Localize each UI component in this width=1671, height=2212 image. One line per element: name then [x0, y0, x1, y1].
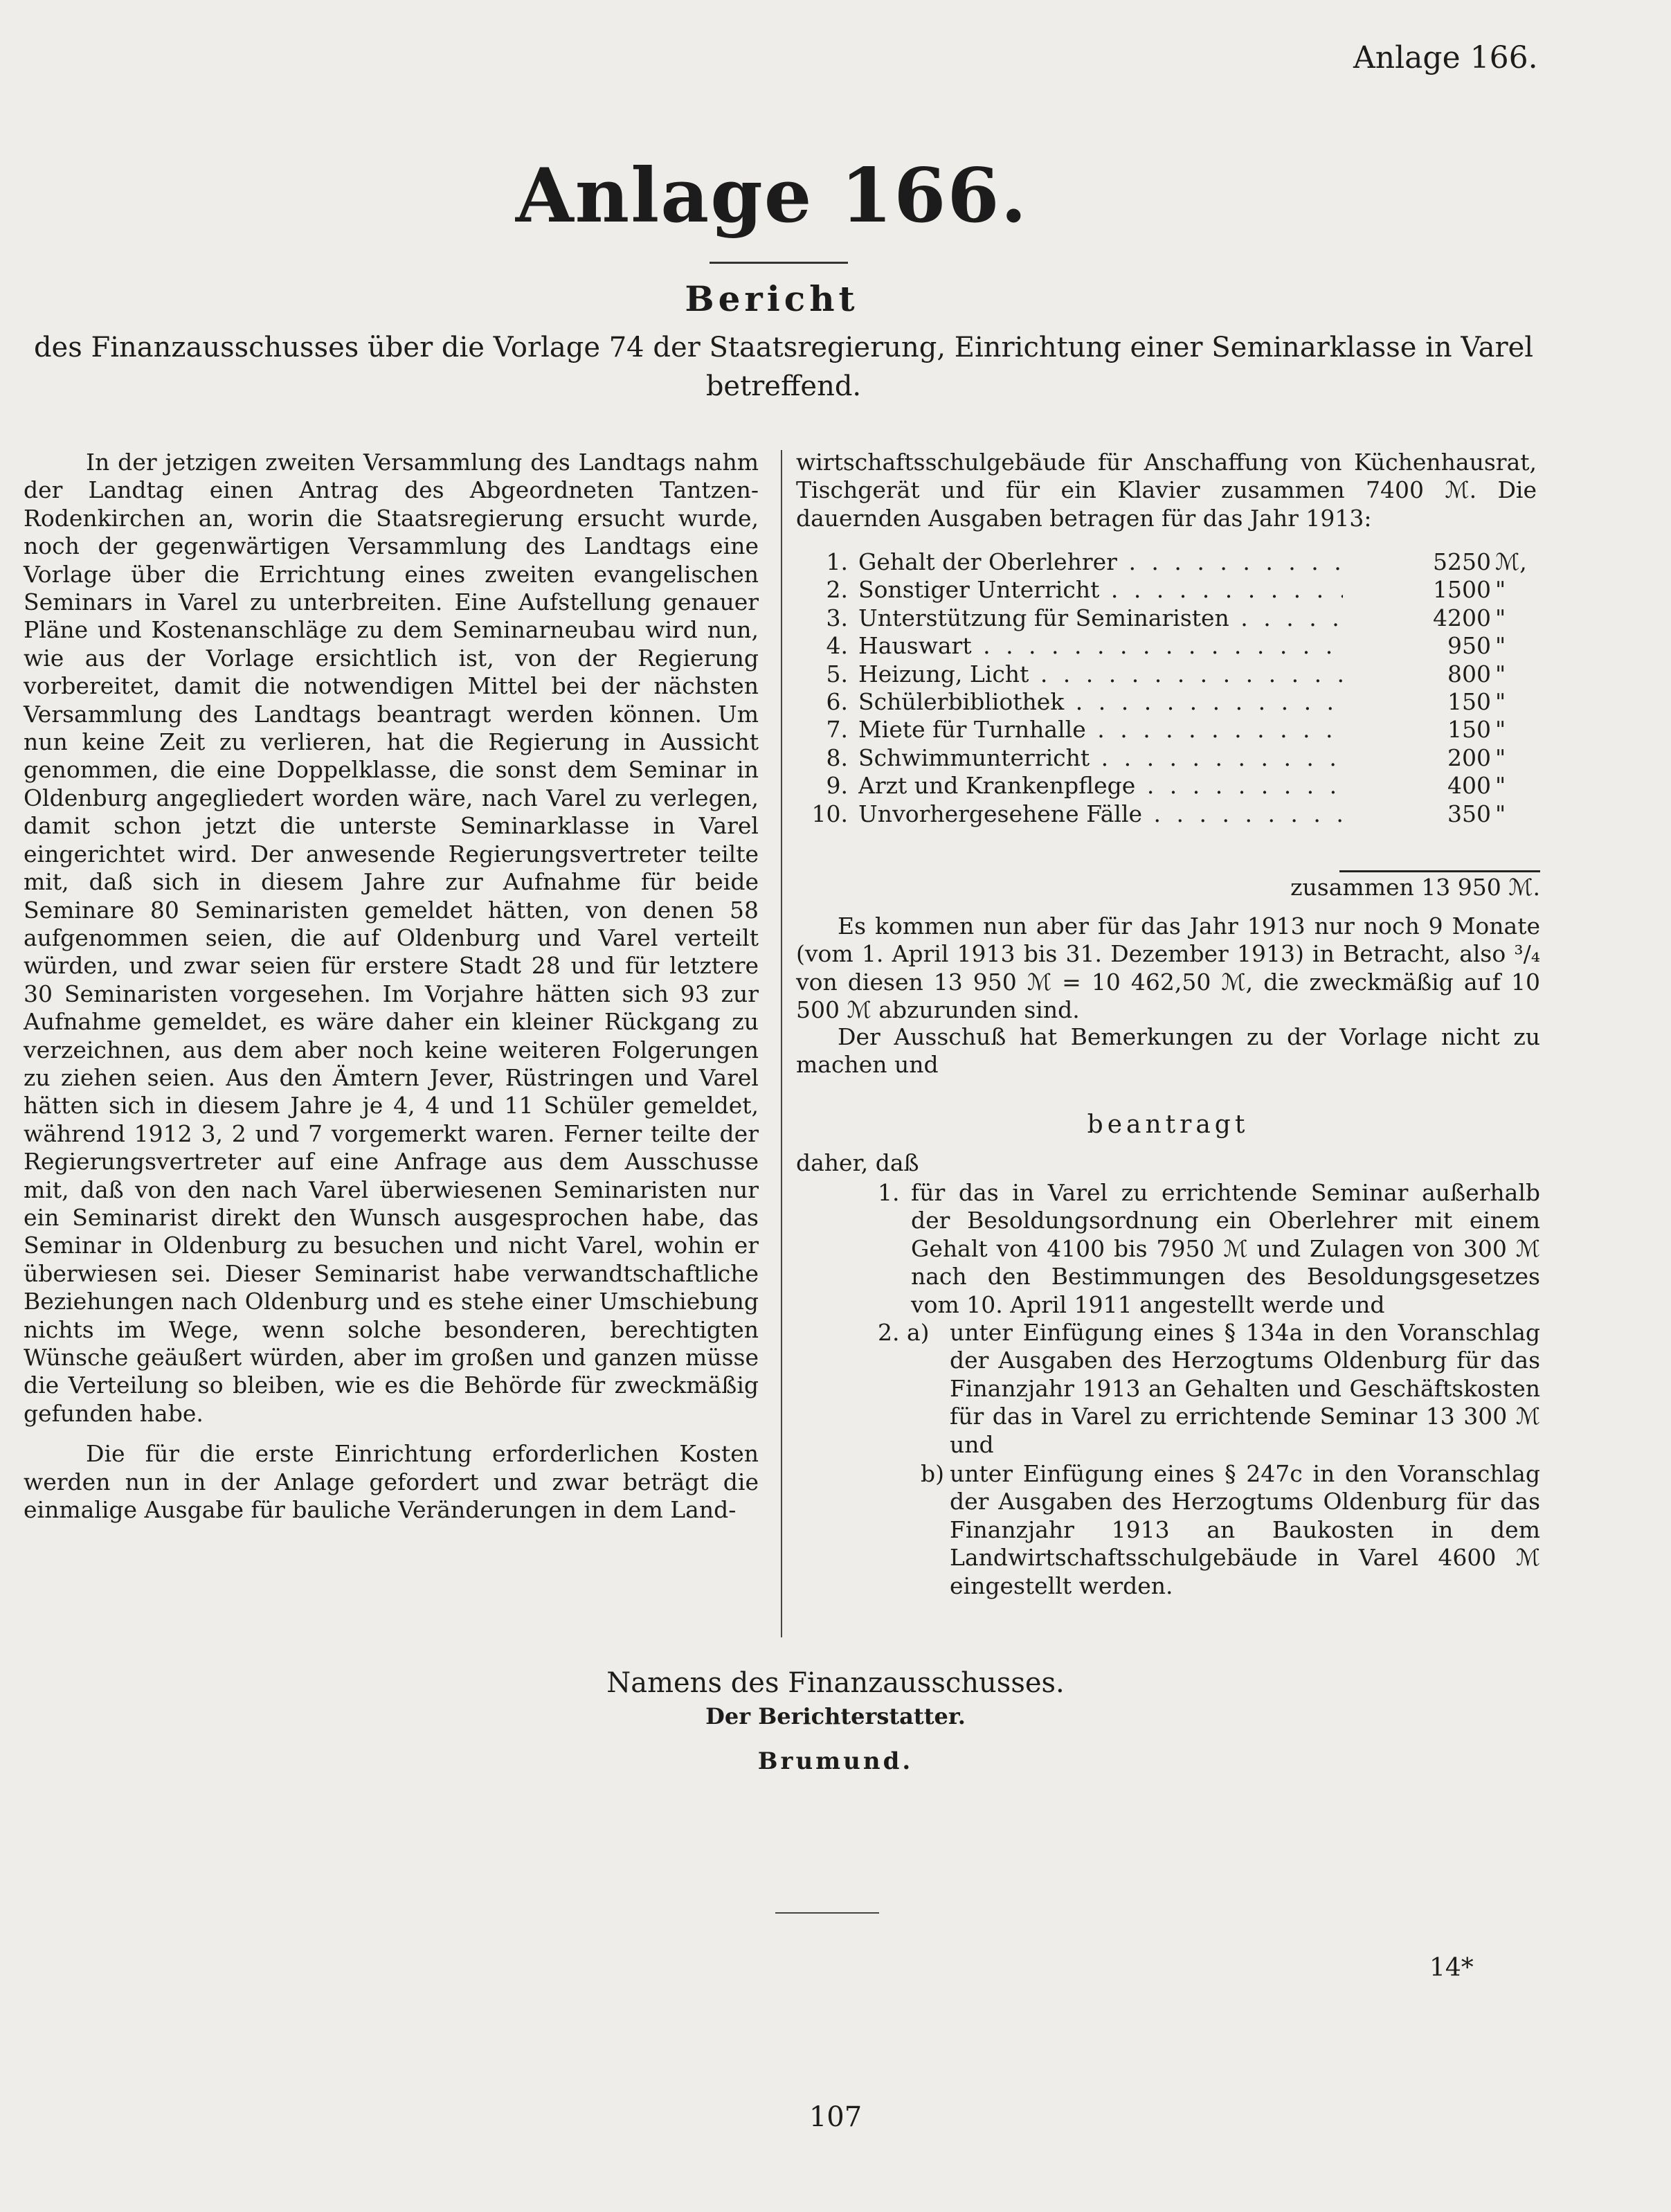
- paragraph-intro: In der jetzigen zweiten Versammlung des Landtags nahm der Landtag einen Antrag des Abgeordneten Tantzen-Rodenkirchen an, worin die Staatsregierung ersucht wurde, noch der gegenwärtigen Versammlung des Landtags eine Vorlage über die Errichtung eines zweiten evangelischen Seminars in Varel zu unterbreiten. Eine Aufstellung genauer Pläne und Kostenanschläge zu dem Seminarneubau wird nun, wie aus der Vorlage ersichtlich ist, von der Regierung vorbereitet, damit die notwendigen Mittel bei der nächsten Versammlung des Landtags beantragt werden können. Um nun keine Zeit zu verlieren, hat die Regierung in Aussicht genommen, die eine Doppelklasse, die sonst dem Seminar in Oldenburg angegliedert worden wäre, nach Varel zu verlegen, damit schon jetzt die unterste Seminarklasse in Varel eingerichtet wird. Der anwesende Regierungsvertreter teilte mit, daß sich in diesem Jahre zur Aufnahme für beide Seminare 80 Seminaristen gemeldet hätten, von denen 58 aufgenommen seien, die auf Oldenburg und Varel verteilt würden, und zwar seien für erstere Stadt 28 und für letztere 30 Seminaristen vorgesehen. Im Vorjahre hätten sich 93 zur Aufnahme gemeldet, es wäre daher ein kleiner Rückgang zu verzeichnen, aus dem aber noch keine weiteren Folgerungen zu ziehen seien. Aus den Ämtern Jever, Rüstringen und Varel hätten sich in diesem Jahre je 4, 4 und 11 Schüler gemeldet, während 1912 3, 2 und 7 vorgemerkt waren. Ferner teilte der Regierungsvertreter auf eine Anfrage aus dem Ausschusse mit, daß von den nach Varel überwiesenen Seminaristen nur ein Seminarist direkt den Wunsch ausgesprochen habe, das Seminar in Oldenburg zu besuchen und nicht Varel, wohin er überwiesen sei. Dieser Seminarist habe verwandtschaftliche Beziehungen nach Oldenburg und es stehe einer Umschiebung nichts im Wege, wenn solche besonderen, berechtigten Wünsche geäußert würden, aber im großen und ganzen müsse die Verteilung so bleiben, wie es die Behörde für zweckmäßig gefunden habe.: [24, 449, 759, 1427]
- motion-items: [796, 1179, 1540, 1600]
- report-subtitle: Bericht: [685, 278, 859, 319]
- running-header: Anlage 166.: [1353, 40, 1538, 75]
- motion-item-2a-text: unter Einfügung eines § 134a in den Voranschlag der Ausgaben des Herzogtums Oldenburg für das Finanzjahr 1913 an Gehalten und Geschäftskosten für das in Varel zu errichtende Seminar 13 300 ℳ und: [950, 1319, 1540, 1458]
- expense-list: [796, 548, 1544, 828]
- sheet-mark: 14*: [1429, 1954, 1474, 1982]
- expense-row: 8. Schwimmunterricht . . . 200 ": [796, 744, 1544, 772]
- signature-committee: Namens des Finanzausschusses.: [606, 1667, 1065, 1699]
- expense-row: 7. Miete für Turnhalle . . . 150 ": [796, 716, 1544, 744]
- motion-item-2b-text: unter Einfügung eines § 247c in den Voranschlag der Ausgaben des Herzogtums Oldenburg für das Finanzjahr 1913 an Baukosten in dem Landwirtschaftsschulgebäude in Varel 4600 ℳ eingestellt werden.: [950, 1460, 1540, 1599]
- heading-line-2: betreffend.: [705, 370, 862, 402]
- expense-row: 9. Arzt und Krankenpflege . . . 400 ": [796, 772, 1544, 800]
- signature-name: Brumund.: [757, 1747, 914, 1775]
- footer-divider: [775, 1912, 879, 1914]
- signature-role: Der Berichterstatter.: [705, 1703, 966, 1729]
- paragraph-committee: [796, 1023, 1540, 1079]
- title-divider: [710, 262, 848, 264]
- motion-item-2b: [796, 1460, 1540, 1600]
- heading-line-1: des Finanzausschusses über die Vorlage 74 der Staatsregierung, Einrichtung einer Seminarklasse in Varel: [33, 332, 1534, 363]
- motion-item-2a-number: 2. a): [878, 1319, 930, 1347]
- expense-row: 6. Schülerbibliothek . . . 150 ": [796, 688, 1544, 716]
- expense-total: zusammen 13 950 ℳ.: [1290, 874, 1540, 901]
- committee-text: Der Ausschuß hat Bemerkungen zu der Vorlage nicht zu machen und: [796, 1023, 1540, 1079]
- paragraph-costs: Die für die erste Einrichtung erforderlichen Kosten werden nun in der Anlage gefordert und zwar beträgt die einmalige Ausgabe für bauliche Veränderungen in dem Land-: [24, 1440, 759, 1524]
- right-column-intro: wirtschaftsschulgebäude für Anschaffung von Küchenhausrat, Tischgerät und für ein Klavier zusammen 7400 ℳ. Die dauernden Ausgaben betragen für das Jahr 1913:: [796, 449, 1537, 532]
- motion-item-1-text: für das in Varel zu errichtende Seminar außerhalb der Besoldungsordnung ein Oberlehrer mit einem Gehalt von 4100 bis 7950 ℳ und Zulagen von 300 ℳ nach den Bestimmungen des Besoldungsgesetzes vom 10. April 1911 angestellt werde und: [911, 1179, 1540, 1318]
- motion-intro: daher, daß: [796, 1149, 919, 1176]
- page-number: 107: [809, 2101, 862, 2133]
- motion-item-2b-letter: b): [921, 1460, 944, 1488]
- motion-item-1-number: 1.: [878, 1179, 900, 1206]
- expense-row: 1. Gehalt der Oberlehrer . . . 5250 ℳ,: [796, 548, 1544, 576]
- page-title: Anlage 166.: [515, 152, 1029, 240]
- left-column: [24, 449, 759, 1524]
- motion-heading: beantragt: [1087, 1111, 1249, 1139]
- expense-row: 3. Unterstützung für Seminaristen . . . 4200 ": [796, 604, 1544, 632]
- expense-row: 10. Unvorhergesehene Fälle . . . 350 ": [796, 800, 1544, 828]
- motion-item-2a: [796, 1319, 1540, 1459]
- expense-row: 5. Heizung, Licht . . . 800 ": [796, 660, 1544, 688]
- report-heading: [24, 328, 1544, 406]
- column-divider: [781, 450, 782, 1637]
- expense-row: 2. Sonstiger Unterricht . . . 1500 ": [796, 576, 1544, 604]
- motion-item-1: [796, 1179, 1540, 1319]
- months-text: Es kommen nun aber für das Jahr 1913 nur noch 9 Monate (vom 1. April 1913 bis 31. Dezember 1913) in Betracht, also ³/₄ von diesen 13 950 ℳ = 10 462,50 ℳ, die zweckmäßig auf 10 500 ℳ abzurunden sind.: [796, 912, 1540, 1024]
- paragraph-months: [796, 912, 1540, 1025]
- sum-rule: [1339, 870, 1540, 872]
- expense-row: 4. Hauswart . . . 950 ": [796, 632, 1544, 660]
